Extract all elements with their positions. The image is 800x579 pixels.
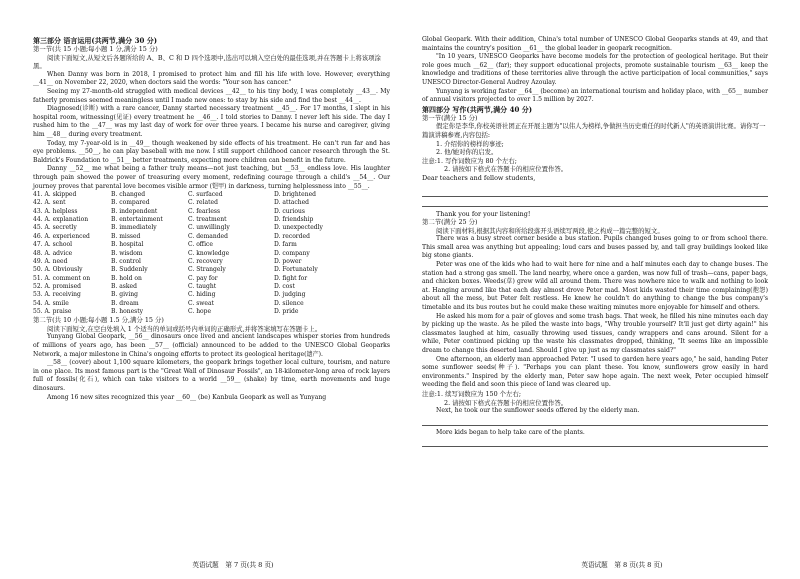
- paragraph: "In 10 years, UNESCO Geoparks have become models for the protection of geological heritage. But their role goes much __62__ (far); they support educational projects, promote sustainable tourism __63__ keep the knowledge and traditions of these territories alive through the active participation of local communities," says UNESCO Director-General Audrey Azoulay.: [422, 53, 768, 86]
- section1-instructions: 阅读下面短文,从短文后各题所给的 A、B、C 和 D 四个选项中,选出可以填入空白处的最佳选项,并在答题卡上将该项涂黑。: [33, 53, 381, 71]
- paragraph: Danny __52__ me what being a father truly means—not just teaching, but __53__ endless love. His laughter through pain showed the power of treasuring every moment, redefining courage through a child's __54__. Our journey proves that parental love becomes visible armor (铠甲) in darkness, turning helplessness into __55__.: [33, 165, 390, 190]
- option-c: C. office: [188, 241, 213, 249]
- option-c: C. sweat: [188, 299, 214, 307]
- paragraph: There was a busy street corner beside a bus station. Pupils changed buses going to or from school there. This small area was anything but appealing; loud cars and buses passed by, and tall gray buildings looked like big stone giants.: [422, 235, 768, 260]
- paragraph: Today, my 7-year-old is in __49__ though weakened by side effects of his treatment. He can't run far and has eye problems. __50__, he can play baseball with me now. I still support childhood cancer research through the St. Baldrick's Foundation to __51__ better treatments, expecting more children can benefit in the future.: [33, 139, 390, 164]
- writing1-point: 1. 介绍你的榜样的事迹;: [436, 139, 504, 148]
- option-a: 46. A. experienced: [33, 232, 90, 240]
- option-d: D. judging: [274, 291, 306, 299]
- page-footer: 英语试题 第 7 页(共 8 页): [192, 561, 274, 569]
- option-c: C. recovery: [188, 257, 223, 265]
- option-d: D. pride: [274, 307, 299, 315]
- continuation-paragraph-1: Next, he took our the sunflower seeds offered by the elderly man.: [436, 407, 640, 415]
- option-c: C. unwillingly: [188, 224, 230, 232]
- option-c: C. surfaced: [188, 191, 223, 199]
- option-c: C. treatment: [188, 216, 227, 224]
- option-a: 44. A. explanation: [33, 216, 89, 224]
- paragraph: Global Geopark. With their addition, China's total number of UNESCO Global Geoparks stands at 49, and that maintains the country's position __61__ the global leader in geopark recognition.: [422, 36, 768, 52]
- option-b: B. hospital: [111, 241, 144, 249]
- option-b: B. honesty: [111, 307, 143, 315]
- option-d: D. recorded: [274, 232, 310, 240]
- option-b: B. wisdom: [111, 249, 143, 257]
- writing1-title: 第一节(满分 15 分): [422, 113, 478, 122]
- option-d: D. farm: [274, 241, 297, 249]
- option-b: B. changed: [111, 191, 146, 199]
- option-a: 53. A. receiving: [33, 291, 81, 299]
- writing1-note: 注意:1. 写作词数应为 80 个左右;: [422, 156, 517, 165]
- option-d: D. brightened: [274, 191, 316, 199]
- option-c: C. demanded: [188, 232, 228, 240]
- option-a: 41. A. skipped: [33, 191, 77, 199]
- option-a: 52. A. promised: [33, 282, 81, 290]
- option-b: B. hold on: [111, 274, 142, 282]
- paragraph: Among 16 new sites recognized this year __60__ (be) Kanbula Geopark as well as Yunyang: [47, 393, 327, 401]
- option-a: 45. A. secretly: [33, 224, 77, 232]
- writing2-note: 注意:1. 续写词数应为 150 个左右;: [422, 389, 521, 398]
- option-a: 50. A. Obviously: [33, 266, 83, 274]
- part4-title: 第四部分 写作(共两节,满分 40 分): [422, 104, 533, 114]
- answer-line: [422, 187, 768, 197]
- writing1-note: 2. 请按如下格式在答题卡的相应位置作答。: [444, 165, 568, 174]
- option-a: 48. A. advice: [33, 249, 73, 257]
- options-table: [33, 191, 390, 316]
- right-page: [400, 0, 800, 579]
- option-c: C. hiding: [188, 291, 216, 299]
- option-c: C. related: [188, 199, 218, 207]
- option-a: 43. A. helpless: [33, 207, 78, 215]
- option-b: B. dream: [111, 299, 139, 307]
- paragraph: Yunyang is working faster __64__ (become) an international tourism and holiday place, with __65__ number of annual visitors projected to over 1.5 million by 2027.: [422, 87, 768, 104]
- section1-title: 第一节(共 15 小题;每小题 1 分,满分 15 分): [33, 45, 158, 53]
- paragraph: One afternoon, an elderly man approached Peter. "I used to garden here years ago," he said, handing Peter some sunflower seeds(种子). "Perhaps you can plant these. You know, sunflowers grow easily in hard environments." Inspired by the elderly man, Peter saw hope again. The next week, Peter occupied himself weeding the field and soon this piece of land was cleared up.: [422, 355, 768, 389]
- option-b: B. compared: [111, 199, 150, 207]
- writing1-instructions: 假定你是李华,你校英语社团正在开展主题为"以伟人为榜样,争做担当历史重任的时代新人"的英语演讲比赛。请你写一篇演讲稿参赛,内容包括:: [422, 122, 766, 139]
- writing2-note: 2. 请按如下格式在答题卡的相应位置作答。: [444, 398, 568, 407]
- paragraph: When Danny was born in 2018, I promised to protect him and fill his life with love. However, everything __41__ on November 22, 2020, when doctors said the words: "Your son has cancer.": [33, 70, 390, 87]
- section2-title: 第二节(共 10 小题;每小题 1.5 分,满分 15 分): [33, 316, 164, 325]
- option-c: C. fearless: [188, 207, 221, 215]
- option-d: D. fight for: [274, 274, 308, 282]
- option-a: 49. A. need: [33, 257, 68, 265]
- option-d: D. power: [274, 257, 302, 265]
- continuation-paragraph-2: More kids began to help take care of the plants.: [436, 428, 585, 436]
- part3-title: 第三部分 语言运用(共两节,满分 30 分): [33, 36, 158, 45]
- writing1-salutation: Dear teachers and fellow students,: [422, 173, 536, 182]
- option-a: 47. A. school: [33, 241, 73, 249]
- option-b: B. giving: [111, 291, 138, 299]
- option-b: B. missed: [111, 232, 141, 240]
- option-d: D. curious: [274, 207, 305, 215]
- option-d: D. Fortunately: [274, 266, 318, 274]
- cloze-passage: [33, 71, 390, 191]
- writing2-title: 第二节(满分 25 分): [422, 218, 478, 227]
- option-a: 42. A. sent: [33, 199, 66, 207]
- section2-instructions: 阅读下面短文,在空白处填入 1 个适当的单词或括号内单词的正确形式,并将答案填写在答题卡上。: [47, 324, 322, 333]
- paragraph: __58__ (cover) about 1,100 square kilometers, the geopark brings together local culture, tourism, and nature in one place. Its most famous part is the "Great Wall of Dinosaur Fossils", an 18-kilometer-long area of rock layers full of fossils(化石), which can take visitors to a world __59__ (shake) by time, earth movements and huge dinosaurs.: [33, 359, 390, 392]
- option-c: C. knowledge: [188, 249, 230, 257]
- option-c: C. Strangely: [188, 266, 226, 274]
- answer-line: [422, 197, 768, 207]
- option-a: 55. A. praise: [33, 307, 72, 315]
- paragraph: Yunyang Global Geopark, __56__ dinosaurs once lived and ancient landscapes whisper stories from hundreds of millions of years ago, has been __57__ (official) announced to be added to the UNESCO Global Geoparks Network, a major milestone in China's ongoing efforts to protect its geological heritage(遗产).: [33, 333, 390, 358]
- option-d: D. company: [274, 249, 310, 257]
- option-a: 51. A. comment on: [33, 274, 91, 282]
- option-d: D. unexpectedly: [274, 224, 323, 232]
- option-b: B. asked: [111, 282, 137, 290]
- option-d: D. attached: [274, 199, 310, 207]
- option-d: D. cost: [274, 282, 295, 290]
- page-footer: 英语试题 第 8 页(共 8 页): [581, 561, 663, 569]
- option-c: C. hope: [188, 307, 212, 315]
- writing2-instructions: 阅读下面材料,根据其内容和所给段落开头语续写两段,使之构成一篇完整的短文。: [436, 226, 664, 235]
- option-d: D. friendship: [274, 216, 314, 224]
- option-d: D. silence: [274, 299, 304, 307]
- paragraph: Peter was one of the kids who had to wait here for nine and a half minutes each day to change buses. The station had a strong gas smell. The land nearby, where once a garden, was now full of trash—cans, paper bags, and chicken boxes. Weeds(草) grew wild all around them. There was nowhere nice to walk and nothing to look at. Hanging around like that each day almost drove Peter mad. Most kids wasted their time complaining(抱怨) about all the mess, but Peter felt restless. He knew he couldn't do anything to change the bus company's timetable and its bus routes but he could make these waiting minutes more enjoyable for himself and others.: [422, 261, 768, 312]
- option-b: B. immediately: [111, 224, 157, 232]
- option-b: B. independent: [111, 207, 158, 215]
- answer-line: [422, 416, 768, 426]
- paragraph: Seeing my 27-month-old struggled with medical devices __42__ to his tiny body, I was completely __43__. My fatherly promises seemed meaningless until I made new ones: to stay by his side and find the best __44__.: [33, 87, 390, 104]
- writing1-point: 2. 他/她对你的启发。: [436, 148, 498, 157]
- option-b: B. Suddenly: [111, 266, 148, 274]
- option-a: 54. A. smile: [33, 299, 69, 307]
- paragraph: He asked his mom for a pair of gloves and some trash bags. That week, he filled his nine minutes each day by picking up the waste. As he piled the waste into bags, "Why trouble yourself? It'll just get dirty again!" his classmates laughed at him, casually throwing used tissues, candy wrappers and cans around. Silent for a while, Peter continued picking up the waste his classmates dropped, thinking, "It seems like an impossible dream to change this deserted land. Should I give up just as my classmates said?": [422, 312, 768, 354]
- option-b: B. control: [111, 257, 141, 265]
- story-passage: [422, 235, 768, 390]
- option-c: C. taught: [188, 282, 217, 290]
- answer-line: [422, 437, 768, 447]
- writing1-closing: Thank you for your listening!: [436, 209, 531, 218]
- grammar-passage-continued: [422, 36, 768, 105]
- option-b: B. entertainment: [111, 216, 163, 224]
- option-c: C. pay for: [188, 274, 218, 282]
- paragraph: Diagnosed(诊断) with a rare cancer, Danny started necessary treatment __45__. For 17 months, I slept in his hospital room, witnessing(见证) every treatment he __46__. I told stories to Danny. I never left his side. The day I rushed him to the __47__ was my last day of work for over three years. I became his nurse and caregiver, giving him __48__ during every treatment.: [33, 105, 390, 138]
- grammar-passage: [33, 333, 390, 402]
